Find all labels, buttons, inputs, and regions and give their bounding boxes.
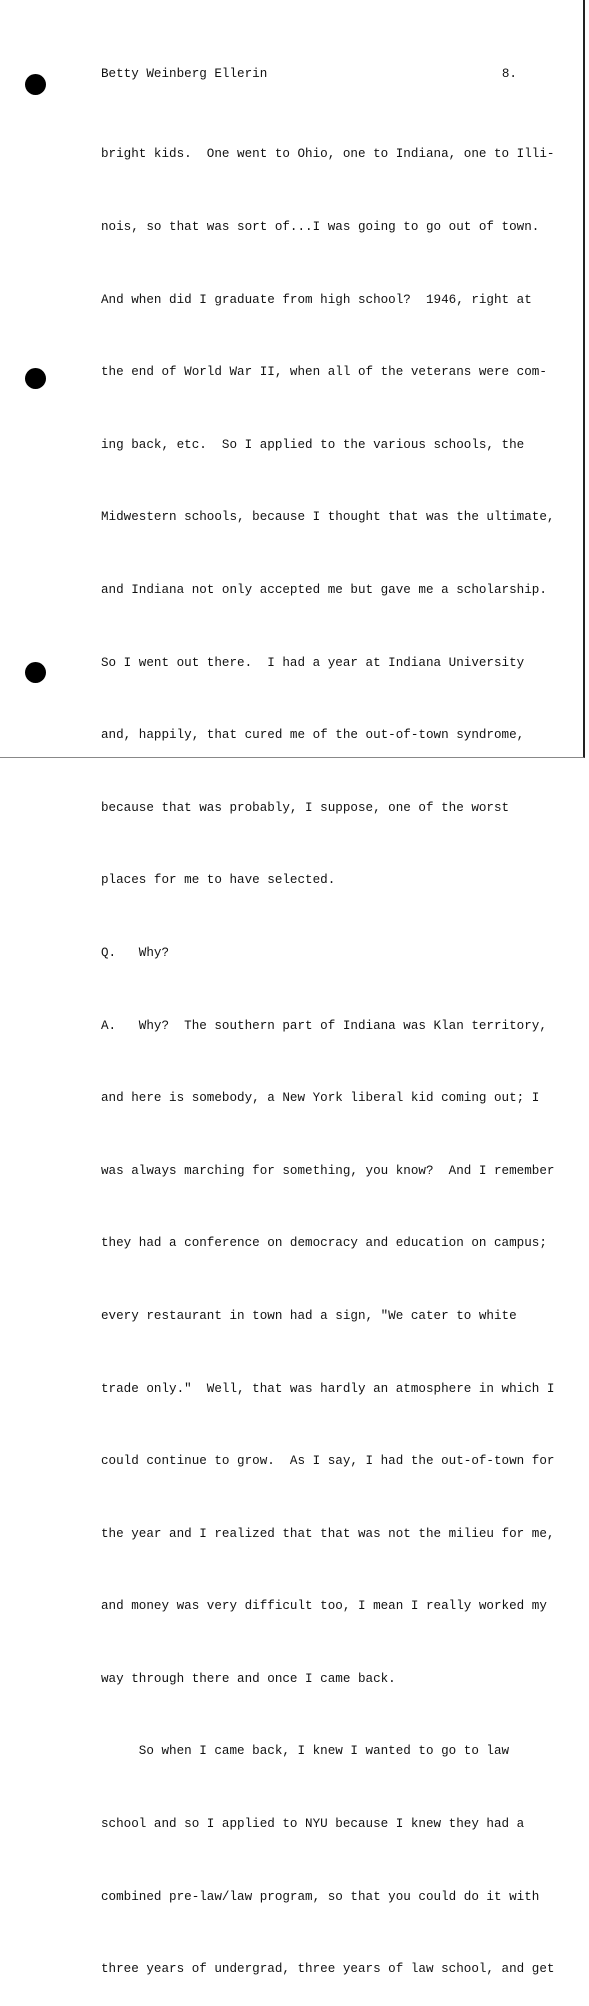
transcript-line: nois, so that was sort of...I was going to go out of town. xyxy=(101,220,540,234)
transcript-line: the end of World War II, when all of the veterans were com- xyxy=(101,365,547,380)
transcript-line: Midwestern schools, because I thought that was the ultimate, xyxy=(101,510,555,525)
transcript-line: was always marching for something, you know? And I remember xyxy=(101,1163,555,1178)
question-line: Q. Why? xyxy=(101,945,170,960)
transcript-line: ing back, etc. So I applied to the various schools, the xyxy=(101,437,525,452)
transcript-line: could continue to grow. As I say, I had the out-of-town for xyxy=(101,1454,555,1469)
punch-hole-middle xyxy=(25,368,46,389)
transcript-line: And when did I graduate from high school? 1946, right at xyxy=(101,292,532,307)
transcript-line: combined pre-law/law program, so that you could do it with xyxy=(101,1889,540,1904)
transcript-line: the year and I realized that that was not the milieu for me, xyxy=(101,1526,555,1541)
transcript-line: So when I came back, I knew I wanted to go to law xyxy=(101,1744,510,1759)
header-interviewee-name: Betty Weinberg Ellerin xyxy=(101,67,268,81)
transcript-line: places for me to have selected. xyxy=(101,873,336,888)
transcript-line: and Indiana not only accepted me but gave me a scholarship. xyxy=(101,582,547,597)
punch-hole-bottom xyxy=(25,662,46,683)
transcript-line: way through there and once I came back. xyxy=(101,1671,396,1686)
transcript-line: every restaurant in town had a sign, "We cater to white xyxy=(101,1308,517,1323)
transcript-line: and here is somebody, a New York liberal kid coming out; I xyxy=(101,1091,540,1106)
header-page-number: 8. xyxy=(501,67,517,81)
transcript-line: So I went out there. I had a year at Indiana University xyxy=(101,655,525,670)
transcript-body xyxy=(101,94,555,2006)
answer-line: A. Why? The southern part of Indiana was Klan territory, xyxy=(101,1018,547,1033)
transcript-line: they had a conference on democracy and education on campus; xyxy=(101,1236,547,1251)
transcript-line: three years of undergrad, three years of law school, and get xyxy=(101,1962,555,1977)
transcript-line: and, happily, that cured me of the out-of-town syndrome, xyxy=(101,728,525,743)
transcript-line: because that was probably, I suppose, one of the worst xyxy=(101,800,510,815)
transcript-line: school and so I applied to NYU because I knew they had a xyxy=(101,1817,525,1832)
punch-hole-top xyxy=(25,74,46,95)
transcript-line: trade only." Well, that was hardly an atmosphere in which I xyxy=(101,1381,555,1396)
transcript-line: bright kids. One went to Ohio, one to Indiana, one to Illi- xyxy=(101,147,555,162)
transcript-line: and money was very difficult too, I mean I really worked my xyxy=(101,1599,547,1614)
